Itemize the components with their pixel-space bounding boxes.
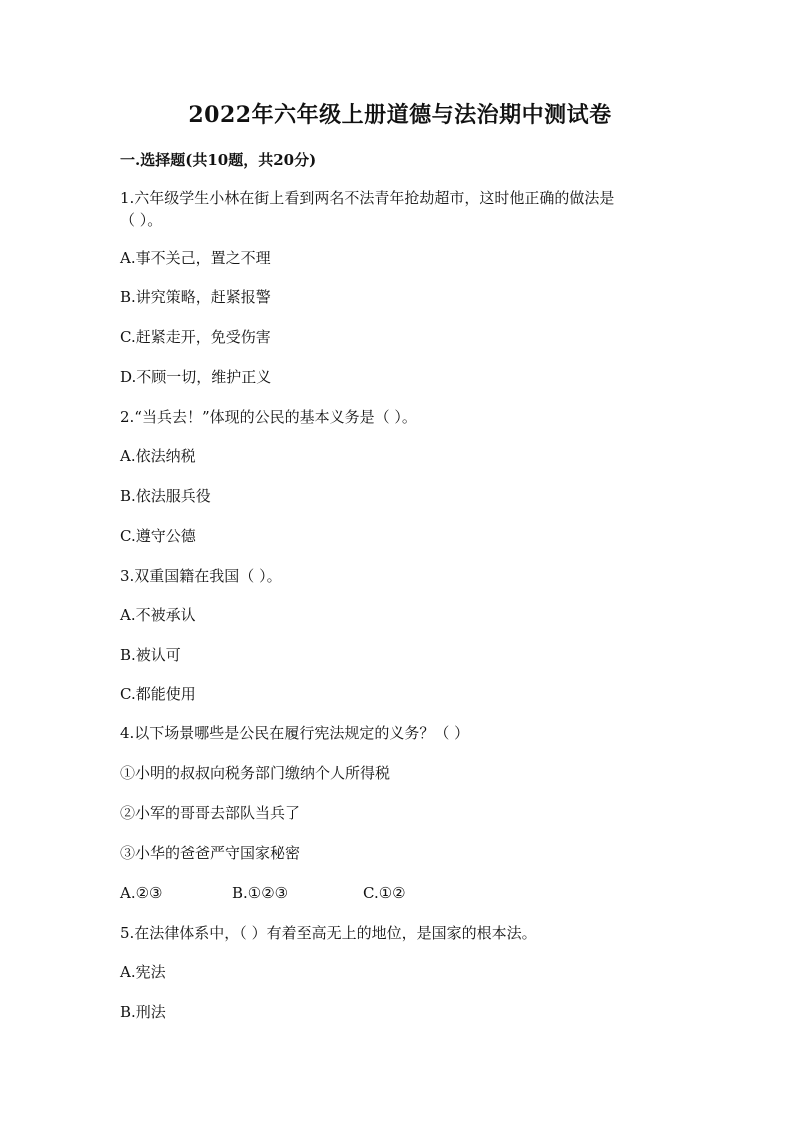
- question-2-stem: 2.“当兵去！”体现的公民的基本义务是（ ）。: [120, 408, 417, 426]
- question-2-option-c: C.遵守公德: [120, 527, 196, 545]
- question-4-item-3: ③小华的爸爸严守国家秘密: [120, 844, 301, 862]
- question-3-option-a: A.不被承认: [120, 606, 196, 624]
- question-2-option-a: A.依法纳税: [120, 447, 196, 465]
- question-4-item-1: ①小明的叔叔向税务部门缴纳个人所得税: [120, 764, 391, 782]
- page-title: 2022年六年级上册道德与法治期中测试卷: [188, 102, 612, 128]
- question-4-stem: 4.以下场景哪些是公民在履行宪法规定的义务？（ ）: [120, 724, 470, 742]
- question-2-option-b: B.依法服兵役: [120, 487, 211, 505]
- question-4-option-b: B.①②③: [232, 884, 289, 902]
- question-1-option-b: B.讲究策略，赶紧报警: [120, 288, 271, 306]
- question-4-option-c: C.①②: [363, 884, 406, 902]
- question-1-stem-line-1: 1.六年级学生小林在街上看到两名不法青年抢劫超市，这时他正确的做法是: [120, 189, 615, 207]
- question-5-stem: 5.在法律体系中，（ ）有着至高无上的地位，是国家的根本法。: [120, 924, 537, 942]
- question-1-option-c: C.赶紧走开，免受伤害: [120, 328, 271, 346]
- question-4-item-2: ②小军的哥哥去部队当兵了: [120, 804, 301, 822]
- section-heading: 一.选择题(共10题，共20分): [120, 151, 317, 169]
- question-3-stem: 3.双重国籍在我国（ ）。: [120, 567, 282, 585]
- question-3-option-b: B.被认可: [120, 646, 181, 664]
- question-1-option-a: A.事不关己，置之不理: [120, 249, 271, 267]
- question-5-option-b: B.刑法: [120, 1003, 166, 1021]
- question-5-option-a: A.宪法: [120, 963, 166, 981]
- question-1-option-d: D.不顾一切，维护正义: [120, 368, 272, 386]
- question-3-option-c: C.都能使用: [120, 685, 196, 703]
- question-4-option-a: A.②③: [120, 884, 163, 902]
- question-1-stem-line-2: （ ）。: [120, 211, 163, 229]
